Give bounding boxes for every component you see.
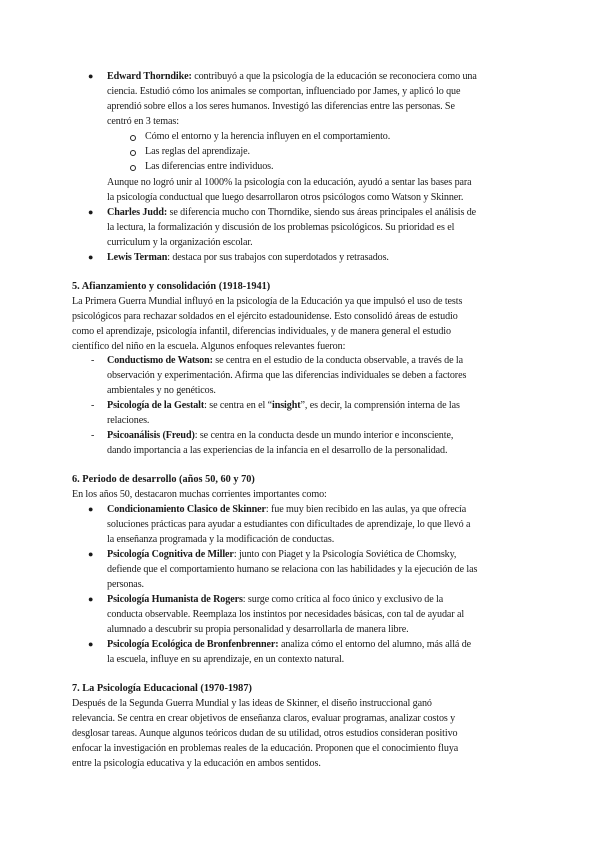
- section-7-line: desglosar tareas. Aunque algunos teóricos dudan de su utilidad, otros estudios consideran positivo: [72, 728, 458, 739]
- section-7-heading: 7. La Psicología Educacional (1970-1987): [72, 683, 252, 694]
- circle-bullet-icon: [130, 150, 136, 156]
- watson-line-1: Conductismo de Watson: se centra en el estudio de la conducta observable, a través de la: [107, 355, 463, 366]
- skinner-line-1: Condicionamiento Clasico de Skinner: fue muy bien recibido en las aulas, ya que ofrecía: [107, 504, 467, 515]
- thorndike-line-3: aprendió sobre ellos a los seres humanos. Investigó las diferencias entre las personas. Se: [107, 101, 455, 112]
- circle-bullet-icon: [130, 165, 136, 171]
- miller-line-1: Psicología Cognitiva de Miller: junto con Piaget y la Psicología Soviética de Chomsky,: [107, 549, 457, 560]
- bullet-icon: ●: [88, 549, 94, 559]
- bullet-icon: ●: [88, 71, 94, 81]
- bullet-icon: ●: [88, 207, 94, 217]
- circle-bullet-icon: [130, 135, 136, 141]
- rogers-line-2: conducta observable. Reemplaza los instintos por necesidades básicas, con tal de ayudar al: [107, 609, 465, 620]
- gestalt-line-1: Psicología de la Gestalt: se centra en el “insight”, es decir, la comprensión interna de las: [107, 400, 460, 411]
- dash-bullet: -: [91, 430, 95, 441]
- thorndike-line-4: centró en 3 temas:: [107, 116, 179, 127]
- bronfenbrenner-line-2: la escuela, influye en su aprendizaje, en un contexto natural.: [107, 654, 345, 665]
- judd-line-2: la lectura, la formalización y discusión de los problemas psicológicos. Su prioridad es el: [107, 222, 455, 233]
- judd-line-3: curriculum y la organización escolar.: [107, 237, 253, 248]
- thorndike-after-1: Aunque no logró unir al 1000% la psicología con la educación, ayudó a sentar las bases para: [107, 177, 472, 188]
- bronfenbrenner-line-1: Psicología Ecológica de Bronfenbrenner: analiza cómo el entorno del alumno, más allá de: [107, 639, 472, 650]
- watson-line-2: observación y experimentación. Afirma que las diferencias individuales se deben a factores: [107, 370, 467, 381]
- skinner-line-2: soluciones prácticas para ayudar a estudiantes con dificultades de aprendizaje, lo que llevó a: [107, 519, 471, 530]
- thorndike-after-2: la psicología conductual que luego desarrollaron otros psicólogos como Watson y Skinner.: [107, 192, 464, 203]
- rogers-line-3: alumnado a descubrir su propia personalidad y desarrollarla de manera libre.: [107, 624, 409, 635]
- freud-line-2: dando importancia a las experiencias de la infancia en el desarrollo de la personalidad.: [107, 445, 448, 456]
- bullet-icon: ●: [88, 639, 94, 649]
- section-6-heading: 6. Periodo de desarrollo (años 50, 60 y 70): [72, 474, 255, 485]
- skinner-line-3: la enseñanza programada y la modificación de conductas.: [107, 534, 335, 545]
- rogers-line-1: Psicología Humanista de Rogers: surge como crítica al foco único y exclusivo de la: [107, 594, 444, 605]
- section-5-intro: científico del niño en la escuela. Algunos enfoques relevantes fueron:: [72, 341, 346, 352]
- section-5-intro: como el aprendizaje, psicología infantil, diferencias individuales, y de manera general el estudio: [72, 326, 451, 337]
- section-5-intro: La Primera Guerra Mundial influyó en la psicología de la Educación ya que impulsó el uso de tests: [72, 296, 463, 307]
- section-5-intro: psicológicos para rechazar soldados en el ejército estadounidense. Esto consolidó áreas de estudio: [72, 311, 458, 322]
- bullet-icon: ●: [88, 252, 94, 262]
- section-7-line: entre la psicología educativa y la educación en ambos sentidos.: [72, 758, 321, 769]
- thorndike-subitem: Las diferencias entre individuos.: [145, 161, 274, 172]
- section-7-line: enfocar la investigación en problemas reales de la educación. Proponen que el conocimiento fluya: [72, 743, 459, 754]
- miller-line-2: defiende que el comportamiento humano se relaciona con las habilidades y la ejecución de las: [107, 564, 478, 575]
- section-6-intro: En los años 50, destacaron muchas corrientes importantes como:: [72, 489, 327, 500]
- section-7-line: relevancia. Se centra en crear objetivos de enseñanza claros, evaluar programas, analizar costos y: [72, 713, 456, 724]
- bullet-icon: ●: [88, 504, 94, 514]
- miller-line-3: personas.: [107, 579, 144, 590]
- terman-line: Lewis Terman: destaca por sus trabajos con superdotados y retrasados.: [107, 252, 389, 263]
- judd-line-1: Charles Judd: se diferencia mucho con Thorndike, siendo sus áreas principales el análisis de: [107, 207, 477, 218]
- thorndike-line-2: ciencia. Estudió cómo los animales se comportan, influenciado por James, y aplicó lo que: [107, 86, 461, 97]
- watson-line-3: ambientales y no genéticos.: [107, 385, 216, 396]
- section-5-heading: 5. Afianzamiento y consolidación (1918-1941): [72, 281, 271, 292]
- thorndike-line-1: Edward Thorndike: contribuyó a que la psicología de la educación se reconociera como una: [107, 71, 477, 82]
- dash-bullet: -: [91, 400, 95, 411]
- gestalt-line-2: relaciones.: [107, 415, 150, 426]
- thorndike-subitem: Cómo el entorno y la herencia influyen en el comportamiento.: [145, 131, 391, 142]
- thorndike-subitem: Las reglas del aprendizaje.: [145, 146, 250, 157]
- dash-bullet: -: [91, 355, 95, 366]
- section-7-line: Después de la Segunda Guerra Mundial y las ideas de Skinner, el diseño instruccional ganó: [72, 698, 432, 709]
- bullet-icon: ●: [88, 594, 94, 604]
- freud-line-1: Psicoanálisis (Freud): se centra en la conducta desde un mundo interior e inconsciente,: [107, 430, 454, 441]
